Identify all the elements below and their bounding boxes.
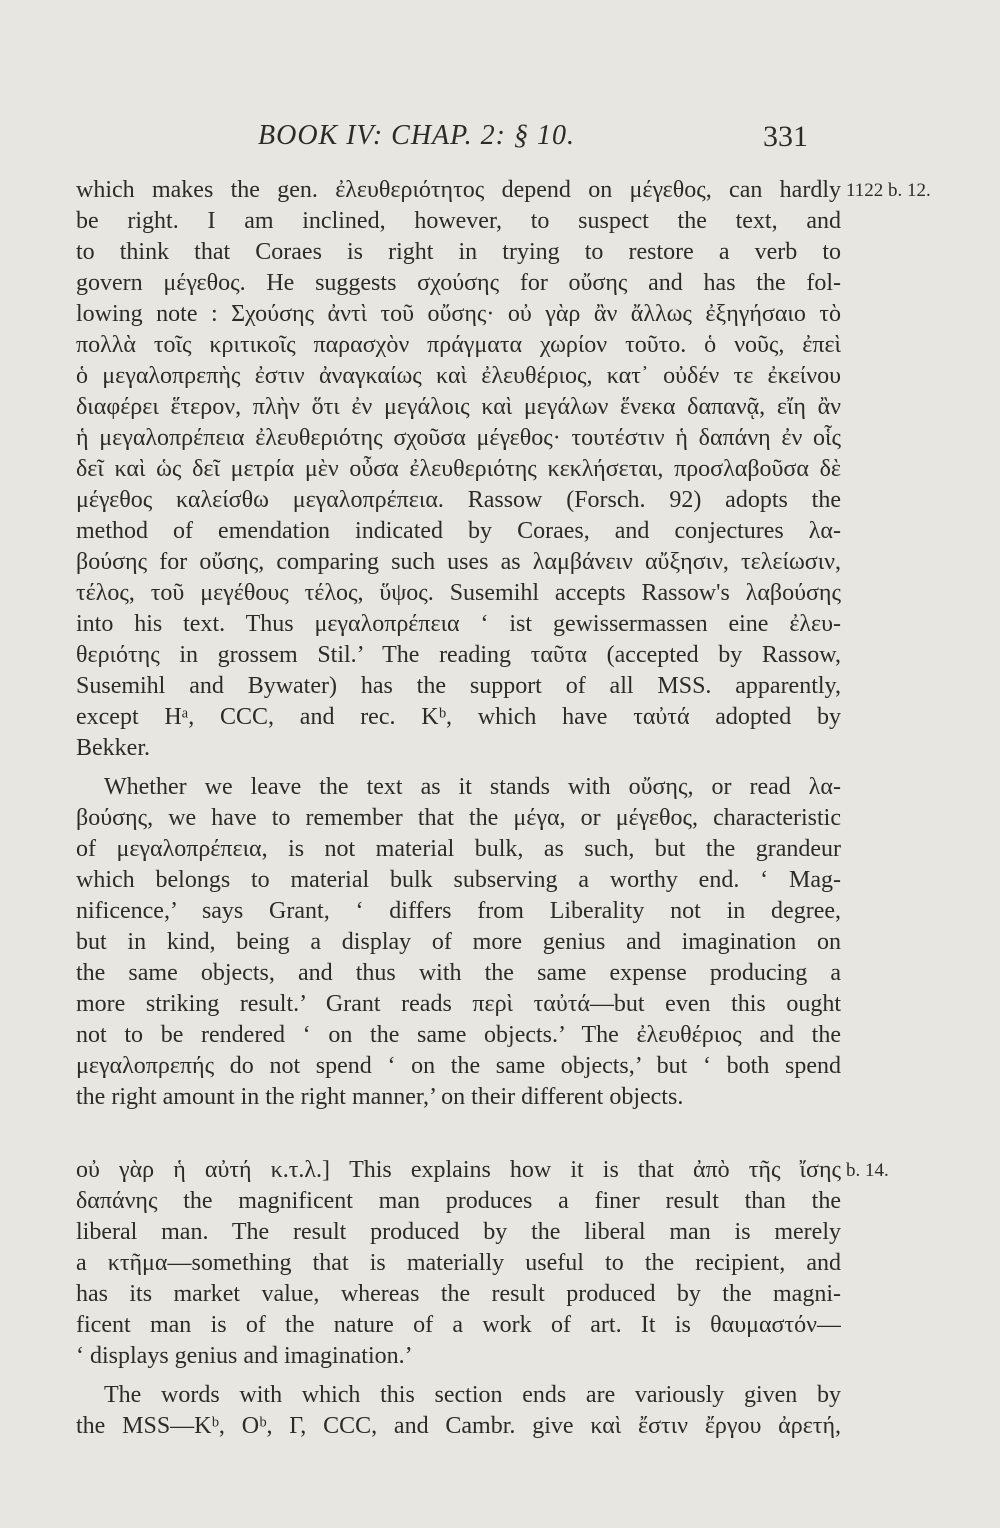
page-number: 331 xyxy=(763,120,808,153)
text-line: θεριότης in grossem Stil.’ The reading ταῦτα (accepted by Rassow, xyxy=(76,642,841,668)
text-line: to think that Coraes is right in trying to restore a verb to xyxy=(76,239,841,265)
text-line: a κτῆμα—something that is materially useful to the recipient, and xyxy=(76,1250,841,1276)
text-line: except Hᵃ, CCC, and rec. Kᵇ, which have ταὐτά adopted by xyxy=(76,704,841,730)
text-line: τέλος, τοῦ μεγέθους τέλος, ὕψος. Susemihl accepts Rassow's λαβούσης xyxy=(76,580,841,606)
text-line: which makes the gen. ἐλευθεριότητος depend on μέγεθος, can hardly xyxy=(76,177,841,203)
text-line: govern μέγεθος. He suggests σχούσης for οὔσης and has the fol- xyxy=(76,270,841,296)
text-line: Bekker. xyxy=(76,735,150,761)
text-line: method of emendation indicated by Coraes, and conjectures λα- xyxy=(76,518,841,544)
text-line: δαπάνης the magnificent man produces a finer result than the xyxy=(76,1188,841,1214)
text-line: but in kind, being a display of more genius and imagination on xyxy=(76,929,841,955)
text-line: δεῖ καὶ ὡς δεῖ μετρία μὲν οὖσα ἐλευθεριότης κεκλήσεται, προσλαβοῦσα δὲ xyxy=(76,456,841,482)
text-line: διαφέρει ἕτερον, πλὴν ὅτι ἐν μεγάλοις καὶ μεγάλων ἕνεκα δαπανᾷ, εἴη ἂν xyxy=(76,394,841,420)
text-line: more striking result.’ Grant reads περὶ ταὐτά—but even this ought xyxy=(76,991,841,1017)
text-line: ὁ μεγαλοπρεπὴς ἐστιν ἀναγκαίως καὶ ἐλευθέριος, κατ᾽ οὐδέν τε ἐκείνου xyxy=(76,363,841,389)
margin-reference: 1122 b. 12. xyxy=(846,180,931,201)
text-line: πολλὰ τοῖς κριτικοῖς παρασχὸν πράγματα χωρίον τοῦτο. ὁ νοῦς, ἐπεὶ xyxy=(76,332,841,358)
text-line: liberal man. The result produced by the liberal man is merely xyxy=(76,1219,841,1245)
text-line: The words with which this section ends are variously given by xyxy=(104,1382,841,1408)
text-line: μεγαλοπρεπής do not spend ‘ on the same objects,’ but ‘ both spend xyxy=(76,1053,841,1079)
text-line: which belongs to material bulk subserving a worthy end. ‘ Mag- xyxy=(76,867,841,893)
text-line: the MSS—Kᵇ, Oᵇ, Γ, CCC, and Cambr. give καὶ ἔστιν ἔργου ἀρετή, xyxy=(76,1413,841,1439)
text-line: ‘ displays genius and imagination.’ xyxy=(76,1343,413,1369)
text-line: has its market value, whereas the result produced by the magni- xyxy=(76,1281,841,1307)
text-line: the same objects, and thus with the same expense producing a xyxy=(76,960,841,986)
text-line: ἡ μεγαλοπρέπεια ἐλευθεριότης σχοῦσα μέγεθος· τουτέστιν ἡ δαπάνη ἐν οἷς xyxy=(76,425,841,451)
text-line: ficent man is of the nature of a work of art. It is θαυμαστόν— xyxy=(76,1312,841,1338)
lemma-line: οὐ γὰρ ἡ αὐτή κ.τ.λ.] This explains how it is that ἀπὸ τῆς ἴσης xyxy=(76,1157,841,1183)
text-line: be right. I am inclined, however, to suspect the text, and xyxy=(76,208,841,234)
text-line: lowing note : Σχούσης ἀντὶ τοῦ οὔσης· οὐ γὰρ ἂν ἄλλως ἐξηγήσαιο τὸ xyxy=(76,301,841,327)
text-line: Whether we leave the text as it stands with οὔσης, or read λα- xyxy=(104,774,841,800)
text-line: βούσης for οὔσης, comparing such uses as λαμβάνειν αὔξησιν, τελείωσιν, xyxy=(76,549,841,575)
text-line: Susemihl and Bywater) has the support of all MSS. apparently, xyxy=(76,673,841,699)
running-head: BOOK IV: CHAP. 2: § 10. xyxy=(258,120,575,151)
text-line: μέγεθος καλείσθω μεγαλοπρέπεια. Rassow (Forsch. 92) adopts the xyxy=(76,487,841,513)
page-header xyxy=(0,120,1000,166)
text-line: nificence,’ says Grant, ‘ differs from Liberality not in degree, xyxy=(76,898,841,924)
text-line: not to be rendered ‘ on the same objects.’ The ἐλευθέριος and the xyxy=(76,1022,841,1048)
text-line: of μεγαλοπρέπεια, is not material bulk, as such, but the grandeur xyxy=(76,836,841,862)
text-line: βούσης, we have to remember that the μέγα, or μέγεθος, characteristic xyxy=(76,805,841,831)
text-line: into his text. Thus μεγαλοπρέπεια ‘ ist gewissermassen eine ἐλευ- xyxy=(76,611,841,637)
margin-reference: b. 14. xyxy=(846,1160,889,1181)
text-line: the right amount in the right manner,’ on their different objects. xyxy=(76,1084,684,1110)
